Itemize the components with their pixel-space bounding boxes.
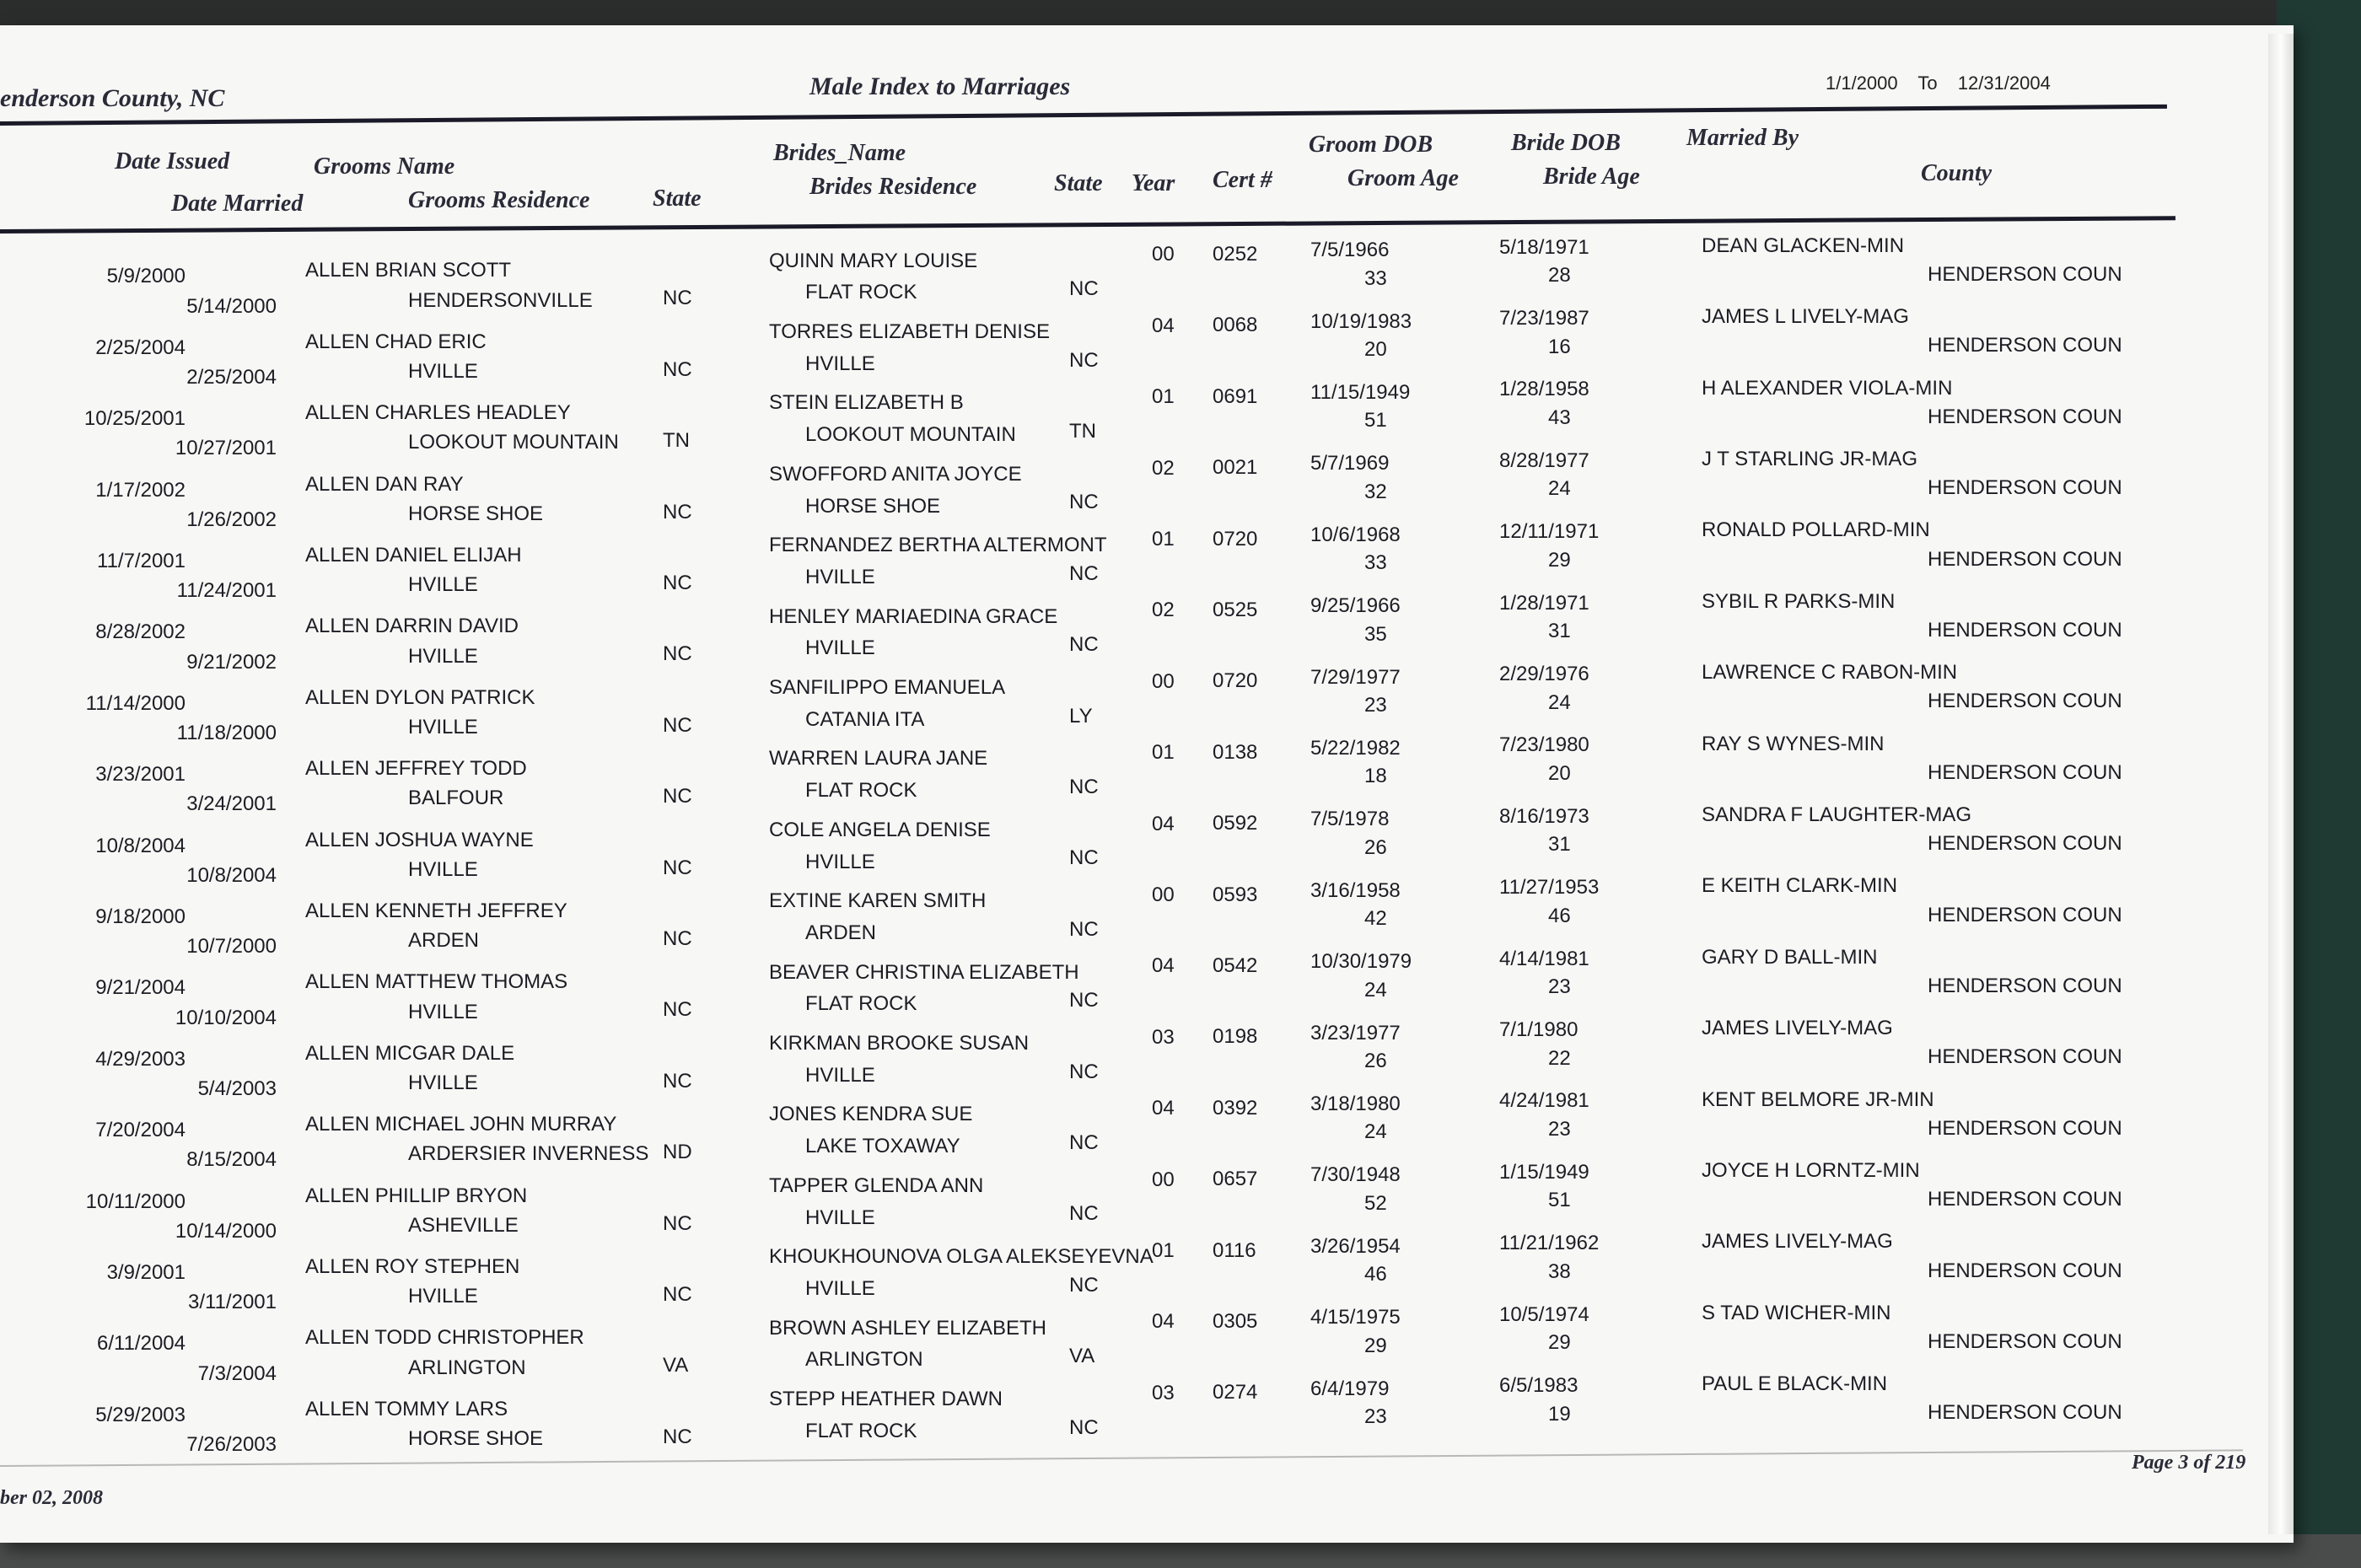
bride-state: NC — [1069, 561, 1099, 585]
bride-state: NC — [1069, 1415, 1099, 1439]
col-brides-name: Brides_Name — [773, 140, 906, 166]
bride-age: 24 — [1548, 477, 1571, 501]
bride-dob: 1/28/1971 — [1499, 591, 1589, 615]
col-bride-dob: Bride DOB — [1511, 130, 1621, 156]
col-groom-dob: Groom DOB — [1309, 132, 1433, 158]
bride-age: 23 — [1548, 975, 1571, 999]
bride-name: SWOFFORD ANITA JOYCE — [769, 462, 1022, 486]
groom-residence: HORSE SHOE — [408, 1427, 544, 1450]
groom-name: ALLEN DANIEL ELIJAH — [305, 544, 522, 567]
groom-age: 24 — [1364, 1120, 1387, 1144]
groom-name: ALLEN MATTHEW THOMAS — [305, 970, 568, 994]
cert-number: 0657 — [1213, 1168, 1258, 1191]
bride-name: KIRKMAN BROOKE SUSAN — [769, 1032, 1030, 1055]
bride-residence: HVILLE — [805, 1063, 875, 1087]
cert-number: 0198 — [1213, 1025, 1258, 1049]
groom-name: ALLEN CHAD ERIC — [305, 330, 487, 353]
report-title: Male Index to Marriages — [809, 72, 1071, 100]
bride-name: BROWN ASHLEY ELIZABETH — [769, 1316, 1046, 1340]
groom-age: 51 — [1364, 409, 1387, 432]
officiant: RAY S WYNES-MIN — [1702, 732, 1885, 755]
groom-dob: 7/5/1966 — [1310, 239, 1390, 262]
groom-dob: 3/18/1980 — [1310, 1092, 1401, 1115]
groom-residence: HVILLE — [408, 1071, 478, 1094]
bride-dob: 1/15/1949 — [1499, 1160, 1589, 1184]
bride-dob: 10/5/1974 — [1499, 1302, 1589, 1326]
groom-dob: 3/23/1977 — [1310, 1021, 1401, 1044]
officiant: PAUL E BLACK-MIN — [1702, 1372, 1888, 1396]
cert-number: 0525 — [1213, 598, 1258, 621]
officiant: E KEITH CLARK-MIN — [1702, 874, 1898, 898]
groom-name: ALLEN JEFFREY TODD — [305, 757, 527, 781]
groom-name: ALLEN DYLON PATRICK — [305, 685, 535, 709]
bride-dob: 7/23/1980 — [1499, 733, 1589, 757]
groom-age: 24 — [1364, 978, 1387, 1001]
county-header: enderson County, NC — [0, 84, 225, 112]
cert-number: 0593 — [1213, 883, 1258, 906]
cert-number: 0252 — [1213, 242, 1258, 266]
issued-date: 5/29/2003 — [95, 1403, 186, 1426]
bride-residence: ARLINGTON — [805, 1348, 923, 1372]
groom-age: 33 — [1364, 266, 1387, 290]
married-date: 10/10/2004 — [175, 1006, 277, 1029]
county: HENDERSON COUN — [1928, 974, 2122, 997]
bride-age: 29 — [1548, 1331, 1571, 1355]
groom-name: ALLEN BRIAN SCOTT — [305, 259, 512, 282]
issued-date: 7/20/2004 — [95, 1119, 186, 1142]
groom-name: ALLEN ROY STEPHEN — [305, 1255, 520, 1279]
bride-residence: HVILLE — [805, 636, 875, 660]
groom-residence: ARDERSIER INVERNESS — [408, 1142, 649, 1166]
county: HENDERSON COUN — [1928, 334, 2122, 357]
issued-date: 9/21/2004 — [95, 976, 186, 1000]
officiant: GARY D BALL-MIN — [1702, 945, 1878, 969]
issued-date: 8/28/2002 — [95, 620, 186, 644]
groom-state: NC — [663, 785, 692, 808]
cert-number: 0720 — [1213, 527, 1258, 550]
license-year: 01 — [1152, 528, 1175, 551]
groom-age: 23 — [1364, 1405, 1387, 1429]
groom-residence: HVILLE — [408, 857, 478, 881]
county: HENDERSON COUN — [1928, 760, 2122, 784]
county: HENDERSON COUN — [1928, 903, 2122, 926]
license-year: 04 — [1152, 1310, 1175, 1334]
groom-residence: HORSE SHOE — [408, 502, 544, 525]
bride-residence: HORSE SHOE — [805, 494, 941, 518]
license-year: 00 — [1152, 669, 1175, 693]
issued-date: 11/14/2000 — [85, 691, 186, 715]
bride-age: 24 — [1548, 690, 1571, 714]
bride-state: NC — [1069, 989, 1099, 1012]
license-year: 02 — [1152, 456, 1175, 480]
groom-state: TN — [663, 429, 690, 453]
groom-residence: ARDEN — [408, 929, 480, 953]
col-grooms-name: Grooms Name — [314, 153, 455, 180]
footer-page-number: Page 3 of 219 — [2132, 1452, 2246, 1474]
groom-name: ALLEN PHILLIP BRYON — [305, 1184, 528, 1207]
bride-residence: FLAT ROCK — [805, 281, 917, 304]
groom-name: ALLEN DAN RAY — [305, 472, 464, 496]
cert-number: 0542 — [1213, 953, 1258, 977]
officiant: JAMES LIVELY-MAG — [1702, 1017, 1893, 1040]
cert-number: 0691 — [1213, 384, 1258, 408]
groom-state: NC — [663, 287, 692, 310]
county: HENDERSON COUN — [1928, 1116, 2122, 1140]
bride-age: 19 — [1548, 1402, 1571, 1426]
bride-age: 22 — [1548, 1046, 1571, 1070]
license-year: 04 — [1152, 954, 1175, 978]
groom-state: NC — [663, 642, 692, 666]
cert-number: 0274 — [1213, 1381, 1258, 1404]
license-year: 04 — [1152, 1097, 1175, 1120]
bride-name: QUINN MARY LOUISE — [769, 249, 978, 272]
date-from: 1/1/2000 — [1826, 72, 1898, 94]
bride-dob: 12/11/1971 — [1499, 520, 1600, 544]
bride-name: EXTINE KAREN SMITH — [769, 889, 987, 913]
col-county: County — [1921, 160, 1993, 186]
county: HENDERSON COUN — [1928, 618, 2122, 642]
groom-state: NC — [663, 856, 692, 879]
officiant: DEAN GLACKEN-MIN — [1702, 234, 1905, 257]
bride-name: HENLEY MARIAEDINA GRACE — [769, 604, 1058, 628]
groom-age: 46 — [1364, 1263, 1387, 1286]
county: HENDERSON COUN — [1928, 690, 2122, 713]
cert-number: 0305 — [1213, 1309, 1258, 1333]
groom-residence: HVILLE — [408, 360, 478, 383]
bride-dob: 6/5/1983 — [1499, 1373, 1578, 1397]
officiant: JAMES L LIVELY-MAG — [1702, 305, 1909, 329]
married-date: 11/18/2000 — [176, 722, 277, 745]
issued-date: 11/7/2001 — [97, 550, 186, 573]
license-year: 00 — [1152, 1168, 1175, 1191]
bride-name: KHOUKHOUNOVA OLGA ALEKSEYEVNA — [769, 1245, 1154, 1269]
bride-dob: 7/23/1987 — [1499, 306, 1589, 330]
groom-residence: HVILLE — [408, 573, 478, 597]
groom-state: ND — [663, 1141, 692, 1164]
issued-date: 10/25/2001 — [83, 407, 186, 431]
cert-number: 0392 — [1213, 1096, 1258, 1120]
bride-state: NC — [1069, 1202, 1099, 1226]
bride-age: 38 — [1548, 1259, 1571, 1283]
date-to: 12/31/2004 — [1957, 72, 2051, 94]
bride-dob: 8/16/1973 — [1499, 804, 1589, 828]
groom-name: ALLEN MICHAEL JOHN MURRAY — [305, 1113, 617, 1136]
officiant: JAMES LIVELY-MAG — [1702, 1230, 1893, 1254]
bride-state: NC — [1069, 633, 1099, 657]
groom-name: ALLEN KENNETH JEFFREY — [305, 899, 567, 923]
county: HENDERSON COUN — [1928, 1329, 2122, 1353]
bride-state: NC — [1069, 1273, 1099, 1297]
groom-residence: HVILLE — [408, 1000, 478, 1023]
col-brides-residence: Brides Residence — [809, 174, 977, 200]
bride-name: STEPP HEATHER DAWN — [769, 1388, 1003, 1410]
groom-age: 23 — [1364, 694, 1387, 717]
married-date: 1/26/2002 — [186, 507, 277, 531]
officiant: KENT BELMORE JR-MIN — [1702, 1087, 1934, 1111]
bride-residence: LOOKOUT MOUNTAIN — [805, 423, 1016, 447]
cert-number: 0021 — [1213, 456, 1258, 480]
table-row — [0, 1361, 2277, 1457]
footer-print-date: ber 02, 2008 — [0, 1487, 103, 1509]
bride-age: 28 — [1548, 264, 1571, 287]
bride-state: LY — [1069, 704, 1093, 728]
groom-residence: BALFOUR — [408, 787, 504, 810]
bride-state: NC — [1069, 1060, 1099, 1083]
bride-name: JONES KENDRA SUE — [769, 1103, 973, 1126]
groom-dob: 7/29/1977 — [1310, 665, 1401, 689]
col-grooms-residence: Grooms Residence — [408, 187, 590, 213]
groom-dob: 10/6/1968 — [1310, 523, 1401, 546]
groom-dob: 3/26/1954 — [1310, 1234, 1401, 1258]
bride-name: STEIN ELIZABETH B — [769, 391, 964, 415]
groom-age: 42 — [1364, 907, 1387, 931]
groom-residence: ARLINGTON — [408, 1356, 526, 1379]
bride-name: FERNANDEZ BERTHA ALTERMONT — [769, 534, 1107, 557]
groom-residence: LOOKOUT MOUNTAIN — [408, 431, 619, 454]
license-year: 01 — [1152, 1239, 1175, 1263]
county: HENDERSON COUN — [1928, 1045, 2122, 1069]
bride-age: 23 — [1548, 1117, 1571, 1141]
married-date: 7/3/2004 — [197, 1361, 277, 1385]
issued-date: 10/8/2004 — [95, 834, 186, 857]
married-date: 7/26/2003 — [186, 1433, 277, 1457]
groom-dob: 6/4/1979 — [1310, 1377, 1390, 1400]
bride-dob: 11/21/1962 — [1499, 1232, 1600, 1255]
col-date-married: Date Married — [171, 191, 304, 217]
married-date: 10/27/2001 — [175, 437, 277, 460]
groom-age: 26 — [1364, 1050, 1387, 1073]
groom-name: ALLEN TOMMY LARS — [305, 1397, 508, 1420]
groom-state: NC — [663, 1069, 692, 1093]
officiant: RONALD POLLARD-MIN — [1702, 518, 1930, 542]
county: HENDERSON COUN — [1928, 262, 2122, 286]
groom-name: ALLEN DARRIN DAVID — [305, 615, 519, 638]
bride-dob: 4/14/1981 — [1499, 947, 1589, 970]
groom-age: 29 — [1364, 1334, 1387, 1357]
officiant: LAWRENCE C RABON-MIN — [1702, 661, 1958, 685]
cert-number: 0138 — [1213, 740, 1258, 764]
officiant: S TAD WICHER-MIN — [1702, 1301, 1891, 1324]
groom-state: NC — [663, 500, 692, 524]
bride-residence: HVILLE — [805, 850, 875, 873]
bride-residence: HVILLE — [805, 1206, 875, 1229]
bride-name: SANFILIPPO EMANUELA — [769, 676, 1006, 699]
groom-residence: HVILLE — [408, 716, 478, 738]
bride-dob: 11/27/1953 — [1499, 876, 1600, 899]
married-date: 3/11/2001 — [188, 1291, 277, 1314]
groom-dob: 10/19/1983 — [1310, 309, 1412, 333]
groom-state: NC — [663, 357, 692, 381]
bride-state: NC — [1069, 277, 1099, 301]
groom-dob: 10/30/1979 — [1310, 950, 1412, 974]
bride-dob: 5/18/1971 — [1499, 235, 1589, 259]
groom-state: NC — [663, 1211, 692, 1235]
groom-state: VA — [663, 1354, 689, 1377]
license-year: 04 — [1152, 314, 1175, 337]
county: HENDERSON COUN — [1928, 1188, 2122, 1211]
groom-name: ALLEN JOSHUA WAYNE — [305, 828, 534, 851]
col-state-bride: State — [1054, 170, 1103, 196]
officiant: H ALEXANDER VIOLA-MIN — [1702, 376, 1953, 400]
married-date: 8/15/2004 — [186, 1148, 277, 1172]
groom-state: NC — [663, 927, 692, 951]
county: HENDERSON COUN — [1928, 476, 2122, 500]
groom-residence: HENDERSONVILLE — [408, 288, 593, 312]
groom-age: 32 — [1364, 480, 1387, 503]
groom-residence: ASHEVILLE — [408, 1213, 519, 1237]
bride-dob: 8/28/1977 — [1499, 448, 1589, 472]
issued-date: 2/25/2004 — [95, 336, 186, 359]
groom-name: ALLEN MICGAR DALE — [305, 1041, 515, 1065]
bride-state: VA — [1069, 1345, 1095, 1368]
groom-age: 35 — [1364, 622, 1387, 646]
officiant: SYBIL R PARKS-MIN — [1702, 589, 1896, 613]
bride-state: NC — [1069, 846, 1099, 870]
col-state-groom: State — [653, 185, 702, 212]
officiant: SANDRA F LAUGHTER-MAG — [1702, 803, 1972, 827]
bride-name: COLE ANGELA DENISE — [769, 818, 991, 841]
bride-dob: 7/1/1980 — [1499, 1018, 1578, 1041]
bride-state: NC — [1069, 348, 1099, 372]
bride-state: TN — [1069, 419, 1096, 443]
groom-state: NC — [663, 713, 692, 737]
groom-dob: 3/16/1958 — [1310, 878, 1401, 902]
bride-residence: LAKE TOXAWAY — [805, 1135, 960, 1158]
bride-dob: 4/24/1981 — [1499, 1089, 1589, 1113]
county: HENDERSON COUN — [1928, 1259, 2122, 1282]
license-year: 04 — [1152, 812, 1175, 835]
bride-dob: 1/28/1958 — [1499, 378, 1589, 401]
groom-state: NC — [663, 998, 692, 1022]
cert-number: 0592 — [1213, 812, 1258, 835]
bride-age: 51 — [1548, 1189, 1571, 1212]
bride-state: NC — [1069, 775, 1099, 798]
bride-residence: HVILLE — [805, 352, 875, 375]
groom-dob: 7/5/1978 — [1310, 808, 1390, 831]
col-date-issued: Date Issued — [115, 148, 230, 175]
married-date: 9/21/2002 — [186, 650, 277, 674]
bride-name: WARREN LAURA JANE — [769, 747, 988, 771]
col-bride-age: Bride Age — [1543, 164, 1640, 190]
groom-dob: 9/25/1966 — [1310, 594, 1401, 618]
issued-date: 4/29/2003 — [95, 1047, 186, 1071]
married-date: 10/8/2004 — [186, 863, 277, 887]
married-date: 11/24/2001 — [176, 579, 277, 603]
cert-number: 0068 — [1213, 314, 1258, 337]
license-year: 02 — [1152, 599, 1175, 622]
license-year: 00 — [1152, 883, 1175, 907]
bride-name: BEAVER CHRISTINA ELIZABETH — [769, 960, 1079, 984]
groom-age: 20 — [1364, 338, 1387, 362]
county: HENDERSON COUN — [1928, 405, 2122, 428]
groom-state: NC — [663, 572, 692, 595]
groom-residence: HVILLE — [408, 644, 478, 668]
groom-dob: 7/30/1948 — [1310, 1163, 1401, 1187]
license-year: 03 — [1152, 1025, 1175, 1049]
bride-dob: 2/29/1976 — [1499, 662, 1589, 685]
groom-age: 52 — [1364, 1191, 1387, 1215]
cert-number: 0116 — [1213, 1238, 1256, 1262]
officiant: JOYCE H LORNTZ-MIN — [1702, 1159, 1920, 1183]
license-year: 01 — [1152, 741, 1175, 765]
married-date: 5/14/2000 — [186, 294, 277, 318]
bride-residence: FLAT ROCK — [805, 992, 917, 1016]
groom-residence: HVILLE — [408, 1285, 478, 1308]
groom-age: 18 — [1364, 765, 1387, 788]
issued-date: 9/18/2000 — [95, 905, 186, 929]
bride-residence: FLAT ROCK — [805, 779, 917, 803]
bride-residence: HVILLE — [805, 1276, 875, 1300]
license-year: 03 — [1152, 1381, 1175, 1404]
bride-age: 29 — [1548, 548, 1571, 572]
issued-date: 5/9/2000 — [106, 265, 186, 288]
bride-age: 16 — [1548, 335, 1571, 358]
county: HENDERSON COUN — [1928, 547, 2122, 571]
bride-age: 43 — [1548, 405, 1571, 429]
groom-dob: 11/15/1949 — [1310, 380, 1411, 404]
license-year: 00 — [1152, 243, 1175, 266]
bride-age: 31 — [1548, 833, 1571, 856]
date-range — [1826, 72, 2066, 94]
bride-age: 20 — [1548, 761, 1571, 785]
groom-dob: 5/7/1969 — [1310, 452, 1390, 475]
married-date: 10/7/2000 — [186, 935, 277, 959]
bride-state: NC — [1069, 491, 1099, 514]
married-date: 3/24/2001 — [186, 792, 277, 816]
issued-date: 3/23/2001 — [95, 763, 186, 787]
bride-name: TAPPER GLENDA ANN — [769, 1173, 984, 1197]
groom-dob: 5/22/1982 — [1310, 736, 1401, 760]
county: HENDERSON COUN — [1928, 832, 2122, 856]
col-year: Year — [1132, 170, 1175, 196]
col-groom-age: Groom Age — [1347, 165, 1459, 191]
bride-age: 46 — [1548, 904, 1571, 927]
license-year: 01 — [1152, 385, 1175, 409]
bride-residence: CATANIA ITA — [805, 707, 925, 731]
bride-state: NC — [1069, 917, 1099, 941]
groom-name: ALLEN TODD CHRISTOPHER — [305, 1326, 584, 1350]
bride-age: 31 — [1548, 620, 1571, 643]
date-to-label: To — [1917, 72, 1938, 94]
issued-date: 10/11/2000 — [85, 1189, 186, 1213]
married-date: 10/14/2000 — [175, 1219, 277, 1243]
col-cert: Cert # — [1213, 167, 1272, 193]
col-married-by: Married By — [1686, 125, 1799, 151]
issued-date: 1/17/2002 — [95, 478, 186, 502]
groom-state: NC — [663, 1283, 692, 1307]
cert-number: 0720 — [1213, 669, 1258, 693]
bride-name: TORRES ELIZABETH DENISE — [769, 320, 1050, 343]
married-date: 2/25/2004 — [186, 366, 277, 389]
groom-age: 33 — [1364, 551, 1387, 575]
groom-dob: 4/15/1975 — [1310, 1306, 1401, 1329]
groom-name: ALLEN CHARLES HEADLEY — [305, 401, 571, 425]
county: HENDERSON COUN — [1928, 1401, 2122, 1425]
married-date: 5/4/2003 — [197, 1077, 277, 1101]
bride-residence: ARDEN — [805, 921, 877, 944]
bride-state: NC — [1069, 1130, 1099, 1154]
groom-state: NC — [663, 1425, 692, 1448]
groom-age: 26 — [1364, 835, 1387, 859]
issued-date: 3/9/2001 — [106, 1261, 186, 1285]
bride-residence: HVILLE — [805, 565, 875, 588]
bride-residence: FLAT ROCK — [805, 1419, 917, 1442]
officiant: J T STARLING JR-MAG — [1702, 448, 1918, 471]
issued-date: 6/11/2004 — [97, 1332, 186, 1356]
